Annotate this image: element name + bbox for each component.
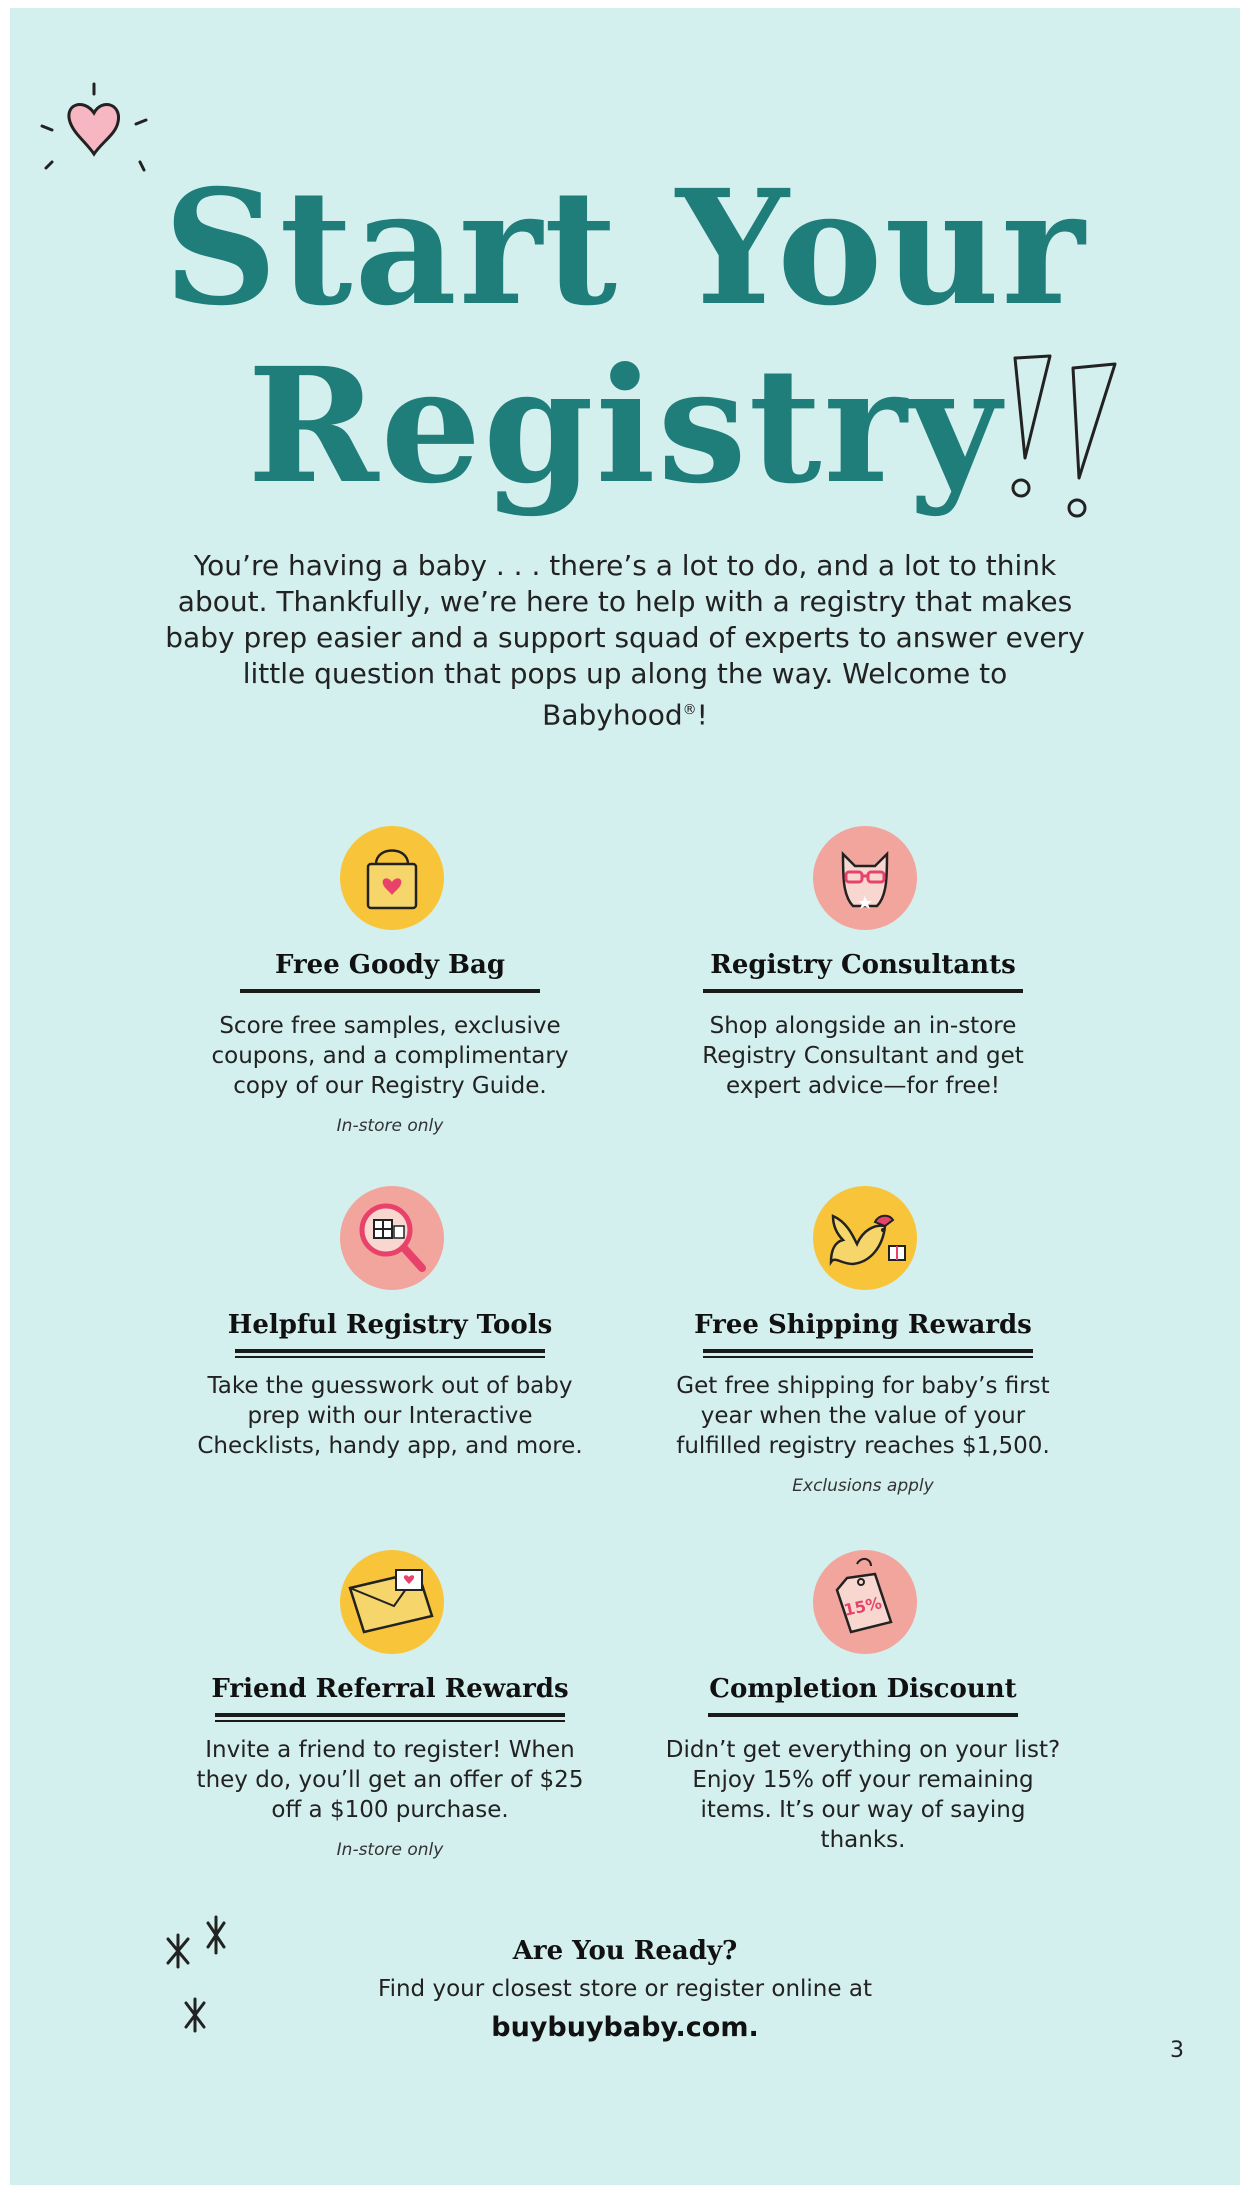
cta-text: Find your closest store or register online at — [378, 1976, 872, 2002]
title-underline — [703, 1349, 1033, 1353]
feature-friend-referral-rewards — [190, 1550, 590, 1870]
feature-title: Free Goody Bag — [274, 950, 506, 980]
feature-description: Invite a friend to register! When they do, you’ll get an offer of $25 off a $100 purchase. — [196, 1737, 584, 1823]
feature-registry-consultants — [663, 826, 1063, 1146]
headline-line-1: Start Your — [163, 156, 1087, 341]
title-underline-thin — [215, 1720, 565, 1722]
title-underline-thin — [235, 1356, 545, 1358]
feature-note: Exclusions apply — [792, 1476, 934, 1496]
title-underline — [215, 1713, 565, 1717]
magnifier-gift-icon — [340, 1186, 444, 1290]
title-underline — [708, 1713, 1018, 1717]
feature-note: In-store only — [336, 1840, 444, 1860]
feature-description: Shop alongside an in-store Registry Consultant and get expert advice—for free! — [702, 1013, 1024, 1099]
intro-end: ! — [696, 698, 708, 732]
title-underline — [240, 989, 540, 993]
feature-description: Take the guesswork out of baby prep with our Interactive Checklists, handy app, and more. — [197, 1373, 583, 1459]
tote-bag-heart-icon — [340, 826, 444, 930]
website-link[interactable]: buybuybaby.com. — [491, 2012, 759, 2043]
page-number: 3 — [1170, 2038, 1184, 2063]
feature-note: In-store only — [336, 1116, 444, 1136]
title-underline-thin — [703, 1356, 1033, 1358]
intro-paragraph — [160, 548, 1090, 733]
cat-glasses-icon — [813, 826, 917, 930]
feature-description: Get free shipping for baby’s first year when the value of your fulfilled registry reaches $1,500. — [676, 1373, 1050, 1459]
feature-title: Free Shipping Rewards — [694, 1310, 1032, 1340]
bird-package-icon — [813, 1186, 917, 1290]
price-tag-icon — [813, 1550, 917, 1654]
tag-label: 15% — [841, 1593, 884, 1620]
envelope-heart-icon — [340, 1550, 444, 1654]
feature-completion-discount — [663, 1550, 1063, 1870]
feature-title: Helpful Registry Tools — [227, 1310, 553, 1340]
feature-title: Registry Consultants — [710, 950, 1016, 980]
feature-description: Score free samples, exclusive coupons, and a complimentary copy of our Registry Guide. — [211, 1013, 569, 1099]
title-underline — [235, 1349, 545, 1353]
cta-title: Are You Ready? — [512, 1936, 738, 1966]
feature-title: Completion Discount — [709, 1674, 1017, 1704]
feature-helpful-registry-tools — [190, 1186, 590, 1486]
feature-free-shipping-rewards — [663, 1186, 1063, 1506]
feature-free-goody-bag — [190, 826, 590, 1146]
exclamation-doodle-icon — [995, 348, 1135, 528]
intro-text: You’re having a baby . . . there’s a lot to do, and a lot to think about. Thankfully, we’re here to help with a registry that makes baby prep easier and a support squad of experts to answer every little question that pops up along the way. Welcome to Babyhood — [165, 549, 1085, 732]
registered-mark: ® — [682, 702, 697, 718]
feature-description: Didn’t get everything on your list? Enjoy 15% off your remaining items. It’s our way of saying thanks. — [665, 1737, 1061, 1853]
headline-line-2: Registry — [247, 334, 1003, 519]
feature-title: Friend Referral Rewards — [211, 1674, 569, 1704]
title-underline — [703, 989, 1023, 993]
page — [10, 8, 1240, 2185]
